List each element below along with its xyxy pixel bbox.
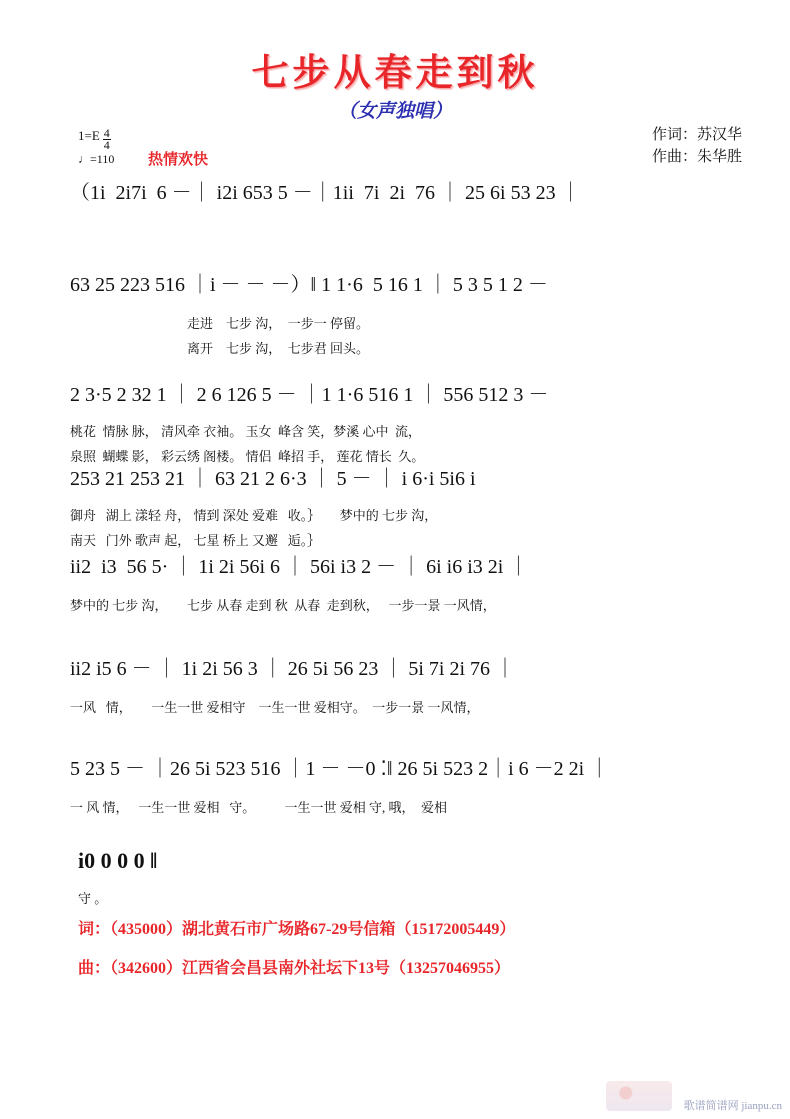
notation-line: 5 23 5 － ｜26 5i 523 516 ｜1 － －0 ⁚‖ 26 5i 523 2｜i 6 －2 2i ｜ xyxy=(70,758,610,780)
key-signature xyxy=(78,128,111,151)
lyric-line-1: 梦中的 七步 沟， 七步 从春 走到 秋 从春 走到秋， 一步一景 一风情， xyxy=(70,598,496,613)
subtitle: （女声独唱） xyxy=(337,101,452,122)
system-5 xyxy=(70,550,770,614)
meter-top: 4 xyxy=(103,126,110,140)
meter-bottom: 4 xyxy=(103,138,110,152)
system-2 xyxy=(70,268,770,357)
system-4 xyxy=(70,462,770,549)
system-7 xyxy=(70,752,770,816)
time-signature xyxy=(103,128,111,151)
credits xyxy=(652,124,742,168)
system-3 xyxy=(70,378,770,465)
page-title: 七步从春走到秋 xyxy=(251,52,539,93)
notation-line: ii2 i5 6 － ｜ 1i 2i 56 3 ｜ 26 5i 56 23 ｜ 5i 7i 2i 76 ｜ xyxy=(70,658,516,680)
lyric-line-2: 离开 七步 沟， 七步君 回头。 xyxy=(70,341,370,356)
lyric-line-1: 走进 七步 沟， 一步一 停留。 xyxy=(70,316,370,331)
composer: 作曲：朱华胜 xyxy=(651,149,742,165)
lyricist: 作词：苏汉华 xyxy=(651,127,742,143)
watermark-text: 歌谱简谱网 jianpu.cn xyxy=(683,1100,782,1112)
lyric-line-2: 泉照 蝴蝶 影， 彩云绣 阁楼。 情侣 峰招 手， 莲花 情长 久。 xyxy=(70,449,425,464)
system-8 xyxy=(78,848,778,907)
footer-contact-composer: 曲：（342600）江西省会昌县南外社坛下13号（13257046955） xyxy=(78,960,511,977)
key-label: 1=E xyxy=(78,128,100,143)
footer-contact-lyricist: 词：（435000）湖北黄石市广场路67-29号信箱（15172005449） xyxy=(78,921,516,938)
lyric-line-1: 御舟 湖上 漾轻 舟， 情到 深处 爱难 收。｝ 梦中的 七步 沟， xyxy=(70,508,438,523)
lyric-line-1: 一风 情， 一生一世 爱相守 一生一世 爱相守。 一步一景 一风情， xyxy=(70,700,480,715)
notation-line: ii2 i3 56 5· ｜ 1i 2i 56i 6 ｜ 56i i3 2 － ｜ 6i i6 i3 2i ｜ xyxy=(70,556,529,578)
system-6 xyxy=(70,652,770,716)
system-1 xyxy=(70,176,770,205)
tempo-marking: ♩=110 xyxy=(78,152,115,166)
lyric-line-1: 一 风 情， 一生一世 爱相 守。 一生一世 爱相 守, 哦， 爱相 xyxy=(70,800,448,815)
lyric-line-2: 南天 门外 歌声 起， 七星 桥上 又邂 逅。｝ xyxy=(70,533,321,548)
notation-line: 63 25 223 516 ｜i － － －）‖ 1 1·6 5 16 1 ｜ 5 3 5 1 2 － xyxy=(70,274,548,296)
mood-marking: 热情欢快 xyxy=(148,151,209,168)
notation-line: （1i 2i7i 6 －｜ i2i 653 5 －｜1ii 7i 2i 76 ｜ 25 6i 53 23 ｜ xyxy=(70,182,581,204)
notation-line: i0 0 0 0 ‖ xyxy=(78,848,158,873)
lyric-line-1: 守 。 xyxy=(78,891,108,906)
notation-line: 253 21 253 21 ｜ 63 21 2 6·3 ｜ 5 － ｜ i 6·i 5i6 i xyxy=(70,468,476,490)
lyric-line-1: 桃花 情脉 脉， 清风牵 衣袖。 玉女 峰含 笑，梦溪 心中 流， xyxy=(70,424,422,439)
notation-line: 2 3·5 2 32 1 ｜ 2 6 126 5 － ｜1 1·6 516 1 ｜ 556 512 3 － xyxy=(70,384,549,406)
watermark-logo xyxy=(606,1081,672,1111)
